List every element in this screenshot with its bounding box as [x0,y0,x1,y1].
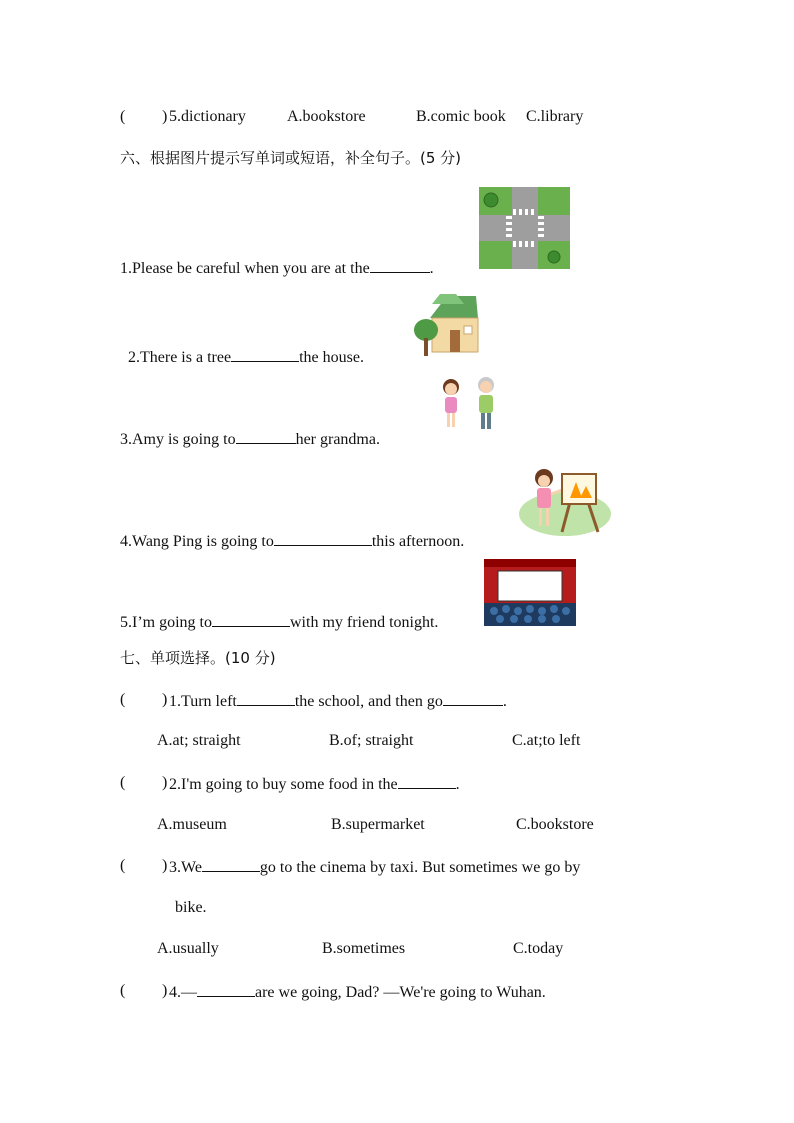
answer-blank[interactable] [231,346,299,362]
answer-blank[interactable] [274,530,372,546]
answer-paren-close: ) [162,982,168,999]
option-c: C.bookstore [516,816,594,833]
option-b: B.comic book [416,108,506,125]
sentence-end: this afternoon. [371,533,465,550]
option-b: B.of; straight [329,732,414,749]
answer-paren-open: ( [120,857,126,874]
section-6-item-1 [120,257,434,279]
option-a: A.usually [157,940,219,957]
answer-blank[interactable] [212,611,290,627]
option-b: B.sometimes [322,940,406,957]
answer-paren-open: ( [120,108,126,125]
question-stem: 4.— are we going, Dad? —We're going to Wuhan. [169,981,546,1003]
answer-blank[interactable] [236,428,296,444]
girl-painting-icon [518,464,612,538]
answer-paren-open: ( [120,691,126,708]
sentence-end: her grandma. [295,431,380,448]
section-6-item-5 [120,611,438,633]
answer-blank[interactable] [443,690,503,706]
sentence-start: 3.Amy is going to [120,431,236,448]
question-stem: 1.Turn left the school, and then go . [169,690,507,712]
answer-paren-close: ) [162,857,168,874]
section-6-item-4 [120,530,464,552]
section-6-item-3 [120,428,380,450]
option-a: A.at; straight [157,732,241,749]
answer-paren-close: ) [162,691,168,708]
question-stem: 2.I'm going to buy some food in the . [169,773,460,795]
option-a: A.museum [157,816,227,833]
answer-blank[interactable] [398,773,456,789]
section-6-heading: 六、根据图片提示写单词或短语，补全句子。(5 分) [120,149,462,167]
option-b: B.supermarket [331,816,425,833]
sentence-start: 4.Wang Ping is going to [120,533,274,550]
sentence-start: 2.There is a tree [128,349,232,366]
question-stem: 3.We go to the cinema by taxi. But sometimes we go by [169,856,580,878]
sentence-start: 1.Please be careful when you are at the [120,260,370,277]
answer-paren-close: ) [162,108,168,125]
section-6-item-2 [128,346,364,368]
question-stem: 5.dictionary [169,108,246,125]
section-7-question-3-continuation: bike. [175,899,207,916]
answer-paren-open: ( [120,774,126,791]
sentence-end: with my friend tonight. [290,614,439,631]
answer-blank[interactable] [197,981,255,997]
answer-paren-open: ( [120,982,126,999]
sentence-end: . [429,260,434,277]
sentence-end: the house. [299,349,364,366]
answer-blank[interactable] [237,690,295,706]
answer-blank[interactable] [370,257,430,273]
house-with-tree-icon [412,290,482,358]
option-c: C.library [526,108,584,125]
crossroads-icon [479,187,570,269]
girl-and-grandma-icon [437,375,505,435]
option-a: A.bookstore [287,108,366,125]
sentence-start: 5.I’m going to [120,614,212,631]
answer-blank[interactable] [202,856,260,872]
cinema-icon [484,559,576,626]
option-c: C.at;to left [512,732,581,749]
option-c: C.today [513,940,564,957]
section-7-heading: 七、单项选择。(10 分) [120,649,276,667]
answer-paren-close: ) [162,774,168,791]
